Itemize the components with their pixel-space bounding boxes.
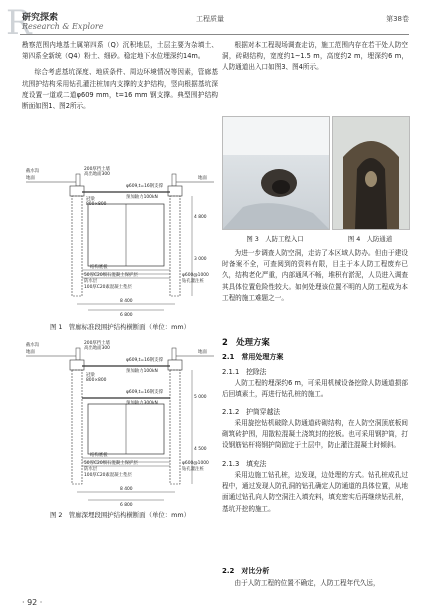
fig1-wall-label-2: 高出地面300: [84, 172, 110, 177]
fig1-right-ground-label: 地面: [198, 176, 207, 181]
page-header: [0, 0, 427, 44]
fig2-strut2-label: φ609,t=16钢支撑: [126, 390, 163, 395]
fig2-preload2-label: 预加轴力300kN: [126, 401, 158, 406]
fig2-cap-size: 800×800: [86, 378, 107, 383]
fig1-cushion-label: 50厚C20细石混凝土保护层: [84, 273, 138, 278]
left-paragraph-2: 综合考虑基坑深度、地质条件、周边环境情况等因素，管廊基坑围护结构采用钻孔灌注桩加内支撑的支护结构，竖向根据基坑深度设置一道或二道φ609 mm，t=16 mm 钢支撑。典型围护结构断面如图1、图2所示。: [22, 68, 218, 111]
paragraph-2-1-1: [222, 378, 408, 400]
fig1-pile-label: φ600@1000: [182, 273, 209, 278]
fig2-preload1-label: 预加轴力100kN: [126, 369, 158, 374]
fig1-preload-label: 预加轴力100kN: [126, 195, 158, 200]
fig1-width-inner: 6 800: [120, 313, 133, 318]
fig1-height-1: 4 800: [194, 215, 207, 220]
figure-1-caption: 图 1 管廊标准段围护结构横断面（单位：mm）: [50, 323, 190, 331]
subsubsection-heading-2-1-3: 2.1.3 填充法: [222, 460, 267, 468]
fig2-height-2: 4 500: [194, 447, 207, 452]
fig1-waterproof-label: 防水层: [84, 279, 98, 284]
figure-3-photo: [222, 116, 330, 230]
fig2-slab-label: 结构底板: [90, 453, 108, 458]
figure-3-caption: 图 3 人防工程入口: [246, 235, 304, 243]
subsubsection-heading-2-1-2: 2.1.2 护筒穿越法: [222, 408, 281, 416]
fig2-wall-label-2: 高出地面300: [84, 346, 110, 351]
fig1-cap-label: 冠梁: [86, 197, 95, 202]
fig1-left-top-label: 截水沟: [26, 169, 40, 174]
fig2-strut1-label: φ609,t=16钢支撑: [126, 358, 163, 363]
fig2-wall-label: 200厚挡土墙: [84, 341, 110, 346]
fig1-left-ground-label: 地面: [26, 176, 35, 181]
figure-2-section-drawing: [22, 340, 218, 508]
fig2-cap-label: 冠梁: [86, 373, 95, 378]
fig1-slab-label: 结构底板: [90, 265, 108, 270]
paragraph-2-1-2-text: 采用旋挖钻机破除人防通道砖砌结构，在人防空洞顶底板间砌筑砖护围，用散粒混凝土浇筑封的挖板。也可采用钢护筒，打设钢筋钻杆将钢护筒固定于土层中，防止灌注混凝土时倾斜。: [222, 419, 408, 450]
fig1-pile-label-2: 钻孔灌注桩: [182, 279, 204, 284]
paragraph-2-1-1-text: 人防工程的埋深约6 m，可采用机械设备挖除人防通道损部后回填素土，再进行钻孔桩的施工。: [222, 379, 408, 399]
fig1-height-2: 3 000: [194, 257, 207, 262]
figure-1-section-drawing: [22, 164, 218, 320]
fig2-right-ground-label: 地面: [198, 350, 207, 355]
fig1-width-total: 8 400: [120, 299, 133, 304]
figure-2-caption: 图 2 管廊深埋段围护结构横断面（单位：mm）: [50, 511, 190, 519]
header-rule: [20, 34, 409, 35]
figure-4-photo: [332, 116, 410, 230]
column-title-en: Research & Explore: [22, 22, 104, 31]
page-number: · 92 ·: [22, 598, 43, 607]
fig2-pile-label: φ600@1000: [182, 461, 209, 466]
paragraph-2-1-3-text: 采用边施工钻孔桩，边发现，边处理的方式。钻孔桩成孔过程中，通过发现人防孔洞的钻孔确定人防通道的具体位置，从地面通过钻孔向人防空洞注入填充料，填充密实后再继续钻孔桩，基坑开挖的施工。: [222, 471, 408, 513]
fig2-height-1: 5 000: [194, 395, 207, 400]
fig2-cushion-label: 50厚C20细石混凝土保护层: [84, 461, 138, 466]
subsection-heading-2-1: 2.1 常用处理方案: [222, 353, 284, 361]
paragraph-2-1-2: [222, 418, 408, 452]
subsubsection-heading-2-1-1: 2.1.1 挖除法: [222, 368, 267, 376]
journal-name: 工程质量: [196, 15, 224, 23]
issue-number: 第38卷: [386, 15, 409, 23]
paragraph-2-1-3: [222, 470, 408, 515]
right-paragraph-1: 根据对本工程现场调查走访，施工范围内存在若干处人防空洞，砖砌结构，宽度约1~1.5 m，高度约2 m，埋深约6 m，人防通道出入口如图3、图4所示。: [222, 41, 408, 72]
left-paragraph-1: 勘察范围内地基土属第四系（Q）沉积地层，土层主要为杂填土、第四系全新统（Q4）粉土、细砂。稳定地下水位埋深约14m。: [22, 41, 218, 61]
fig2-bottom-label: 100厚C20素混凝土垫层: [84, 473, 132, 478]
figure-4-caption: 图 4 人防通道: [347, 235, 393, 243]
fig2-left-top-label: 截水沟: [26, 343, 40, 348]
fig2-pile-label-2: 钻孔灌注桩: [182, 467, 204, 472]
fig1-strut-label: φ609,t=16钢支撑: [126, 184, 163, 189]
column-logo-letter: R: [6, 3, 32, 43]
fig1-wall-label: 200厚挡土墙: [84, 167, 110, 172]
fig2-left-ground-label: 地面: [26, 350, 35, 355]
section-heading-2: 2 处理方案: [222, 337, 270, 347]
column-title: 研究探索: [22, 13, 59, 23]
right-column-top-text: [222, 40, 408, 74]
right-paragraph-2: 为进一步调查人防空洞，走访了本区域人防办。但由于建设时备案不全，可查阅到的资料有限，目主于本人防工程废弃已久，结构老化严重，内部通风不畅，堆积有淤泥，人员进入调查其具体位置危险性较大。如何处理该位置不明的人防工程成为本工程的施工难题之一。: [222, 249, 408, 302]
fig1-cap-size: 800×800: [86, 202, 107, 207]
paragraph-2-2-text: 由于人防工程的位置不确定，人防工程年代久远，: [234, 579, 380, 587]
left-column-text: [22, 40, 218, 112]
paragraph-2-2: [222, 578, 408, 589]
fig1-bottom-label: 100厚C20素混凝土垫层: [84, 285, 132, 290]
fig2-width-inner: 6 800: [120, 503, 133, 508]
fig2-width-total: 8 400: [120, 487, 133, 492]
right-column-paragraph-2: [222, 248, 408, 304]
fig2-waterproof-label: 防水层: [84, 467, 98, 472]
subsection-heading-2-2: 2.2 对比分析: [222, 567, 270, 575]
